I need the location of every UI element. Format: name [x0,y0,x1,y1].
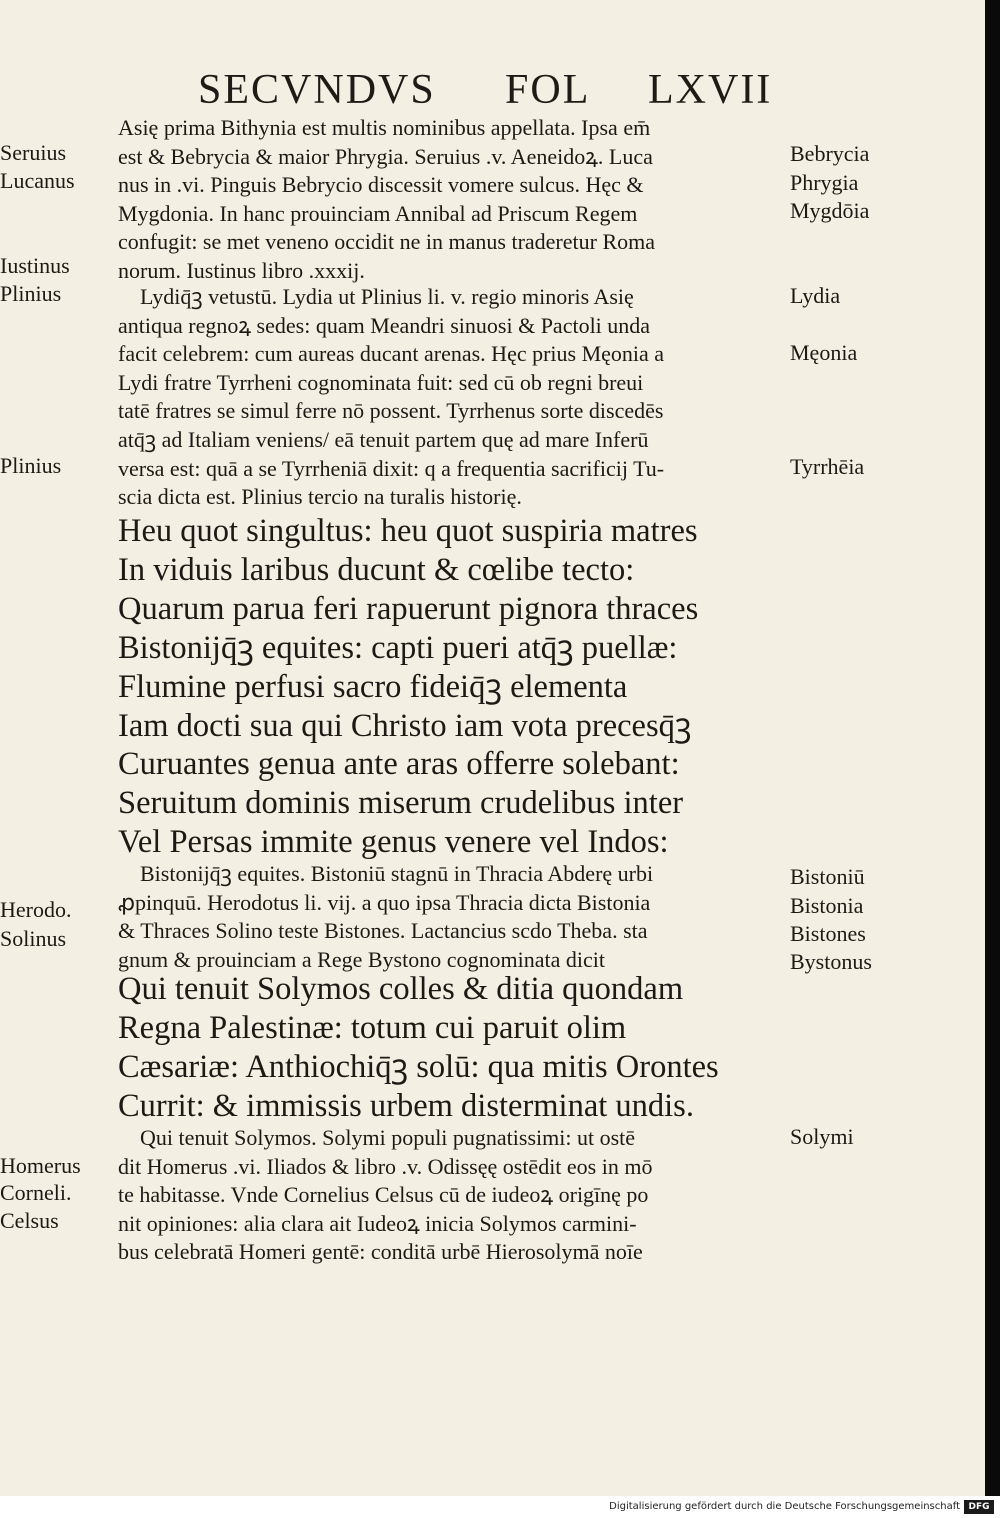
margin-note-right: Bystonus [790,949,872,974]
verse-line: Regna Palestinæ: totum cui paruit olim [118,1009,627,1046]
verse-line: Seruitum dominis miserum crudelibus inter [118,785,684,822]
margin-note-right: Mygdōia [790,198,870,223]
margin-note-right: Phrygia [790,170,859,195]
text-line: Lydi fratre Tyrrheni cognominata fuit: sed cū ob regni breui [118,369,644,395]
running-header [0,66,985,116]
dfg-logo-icon: DFG [964,1500,994,1514]
commentary-block-2 [118,283,786,512]
text-line: Asię prima Bithynia est multis nominibus appellata. Ipsa em̄ [118,115,651,140]
verse-block-2 [118,970,786,1126]
verse-line: Curuantes genua ante aras offerre solebant: [118,746,680,783]
margin-note-right: Solymi [790,1124,854,1149]
verse-block-1 [118,512,786,862]
verse-line: Qui tenuit Solymos colles & ditia quondam [118,971,684,1007]
margin-note-left: Celsus [0,1208,59,1233]
text-line: versa est: quā a se Tyrrheniā dixit: q a frequentia sacrificij Tu- [118,455,665,481]
verse-line: In viduis laribus ducunt & cœlibe tecto: [118,551,635,588]
text-line: & Thraces Solino teste Bistones. Lactancius scdo Theba. sta [118,918,648,944]
margin-note-left: Plinius [0,281,62,306]
margin-note-right: Tyrrhēia [790,454,865,479]
text-line: Qui tenuit Solymos. Solymi populi pugnatissimi: ut ostē [140,1125,636,1150]
margin-note-right: Bistones [790,921,866,946]
text-line: dit Homerus .vi. Iliados & libro .v. Odissęę ostēdit eos in mō [118,1153,653,1179]
margin-note-left: Iustinus [0,253,70,278]
text-line: nus in .vi. Pinguis Bebrycio discessit vomere sulcus. Hęc & [118,172,644,198]
text-line: antiqua regnoꝝ sedes: quam Meandri sinuosi & Pactoli unda [118,312,651,338]
text-line: Mygdonia. In hanc prouinciam Annibal ad Priscum Regem [118,200,638,226]
text-line: atq̄ꝫ ad Italiam veniens/ eā tenuit partem quę ad mare Inferū [118,426,649,452]
verse-line: Heu quot singultus: heu quot suspiria matres [118,513,698,549]
verse-line: Bistonijq̄ꝫ equites: capti pueri atq̄ꝫ puellæ: [118,629,678,666]
text-line: Lydiq̄ꝫ vetustū. Lydia ut Plinius li. v. regio minoris Asię [140,284,634,309]
text-line: nit opiniones: alia clara ait Iudeoꝝ inicia Solymos carmini- [118,1210,637,1236]
text-line: gnum & prouinciam a Rege Bystono cognominata dicit [118,946,605,972]
margin-note-right: Bebrycia [790,141,870,166]
text-line: bus celebratā Homeri gentē: conditā urbē Hierosolymā noīe [118,1239,643,1265]
margin-note-right: Męonia [790,340,858,365]
margin-note-left: Seruius [0,140,66,165]
verse-line: Iam docti sua qui Christo iam vota precesq̄ꝫ [118,707,692,744]
margin-note-left: Lucanus [0,168,75,193]
text-line: ꝓpinquū. Herodotus li. vij. a quo ipsa Thracia dicta Bistonia [118,889,651,915]
text-line: norum. Iustinus libro .xxxij. [118,257,365,283]
verse-line: Vel Persas immite genus venere vel Indos: [118,824,669,861]
verse-line: Cæsariæ: Anthiochiq̄ꝫ solū: qua mitis Orontes [118,1048,719,1085]
verse-line: Quarum parua feri rapuerunt pignora thraces [118,590,699,627]
header-folio-number: LXVII [648,67,773,113]
verse-line: Currit: & immissis urbem disterminat undis. [118,1087,694,1124]
margin-note-left: Plinius [0,453,62,478]
text-line: tatē fratres se simul ferre nō possent. Tyrrhenus sorte discedēs [118,398,664,424]
header-fol: FOL [505,67,591,113]
margin-note-left: Herodo. [0,897,72,922]
margin-note-left: Homerus [0,1153,81,1178]
margin-note-right: Bistoniū [790,864,865,889]
margin-note-left: Solinus [0,926,67,951]
header-title: SECVNDVS [198,67,436,113]
digitization-footer [0,1496,1000,1518]
text-line: Bistonijq̄ꝫ equites. Bistoniū stagnū in Thracia Abderę urbi [140,861,654,886]
margin-note-right: Lydia [790,283,841,308]
margin-note-left: Corneli. [0,1180,72,1205]
commentary-block-3 [118,860,786,974]
text-line: te habitasse. Vnde Cornelius Celsus cū de iudeoꝝ origīnę po [118,1182,649,1208]
text-line: confugit: se met veneno occidit ne in manus traderetur Roma [118,229,656,255]
commentary-block-1 [118,114,786,286]
verse-line: Flumine perfusi sacro fideiq̄ꝫ elementa [118,668,628,705]
text-line: est & Bebrycia & maior Phrygia. Seruius .v. Aeneidoꝝ. Luca [118,143,653,169]
text-line: scia dicta est. Plinius tercio na turalis historię. [118,484,522,510]
text-line: facit celebrem: cum aureas ducant arenas. Hęc prius Męonia a [118,341,665,367]
commentary-block-4 [118,1124,786,1267]
margin-note-right: Bistonia [790,893,864,918]
funding-notice: Digitalisierung gefördert durch die Deutsche Forschungsgemeinschaft [609,1501,960,1512]
